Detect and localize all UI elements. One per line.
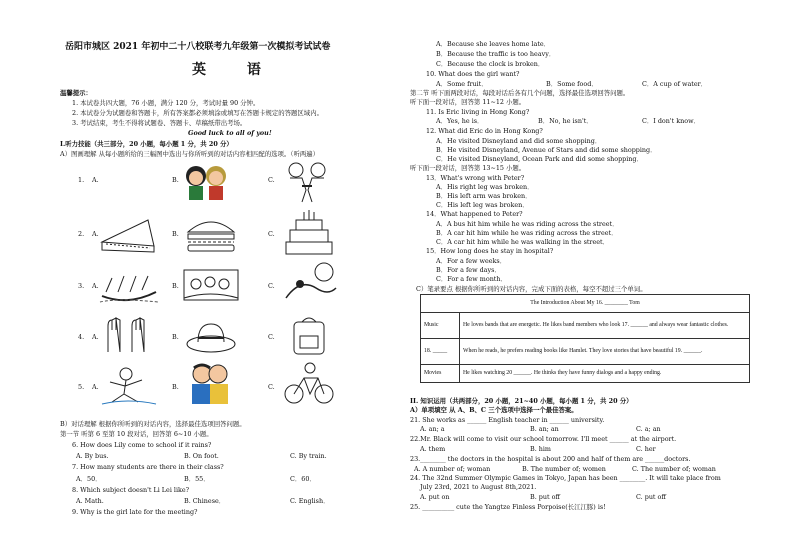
q23-option-b: B. The number of; women [522, 465, 606, 473]
q8-option-a: A. Math. [76, 497, 104, 505]
question-13: 13．What's wrong with Peter? [426, 174, 525, 182]
part1-section1-note: 第一节 听第 6 至第 10 段对话，回答第 6~10 小题。 [60, 430, 213, 438]
question-12: 12. What did Eric do in Hong Kong? [426, 127, 543, 135]
q21-option-c: C. a; an [636, 425, 661, 433]
q22-option-b: B. him [530, 445, 551, 453]
q10-option-b: B．Some food． [546, 80, 598, 88]
q10-option-a: A．Some fruit． [436, 80, 488, 88]
q1-option-b: B. [172, 176, 179, 184]
table-row-text: When he reads, he prefers reading books like Hamlet. They love stories that have beautiful 19. ______. [460, 339, 750, 365]
section-b-instruction: B）对话理解 根据你所听到的对话内容，选择最佳选项回答问题。 [60, 420, 246, 428]
q7-option-a: A．50． [76, 475, 102, 483]
question-8: 8. Which subject doesn't Li Lei like? [72, 486, 190, 494]
notice-heading: 温馨提示： [60, 89, 92, 97]
q13-option-a: A．His right leg was broken． [436, 183, 534, 191]
question-10: 10. What does the girl want? [426, 70, 520, 78]
q5-option-b: B. [172, 383, 179, 391]
q21-option-a: A. an; a [420, 425, 445, 433]
q6-option-c: C. By train. [290, 452, 327, 460]
q12-option-b: B．He visited Disneyland, Avenue of Stars and did some shopping． [436, 146, 657, 154]
notice-item-3: 3. 考试结束，考生不得将试题卷、答题卡、草稿纸带出考场。 [72, 119, 247, 127]
q2-number: 2. [78, 230, 85, 238]
q11-option-c: C．I don't know． [642, 117, 700, 125]
q5-option-c: C. [268, 383, 275, 391]
q24-option-b: B. put off [530, 493, 560, 501]
section-a2-instruction: A）单项填空 从 A、B、C 三个选项中选择一个最佳答案。 [410, 406, 578, 414]
q12-option-a: A．He visited Disneyland and did some shopping． [436, 137, 602, 145]
question-9: 9. Why is the girl late for the meeting? [72, 508, 198, 516]
q12-option-c: C．He visited Disneyland, Ocean Park and did some shopping． [436, 155, 643, 163]
two-girls-picture [180, 162, 232, 202]
good-luck-text: Good luck to all of you! [188, 129, 272, 137]
q1-option-a: A. [92, 176, 99, 184]
q1-option-c: C. [268, 176, 275, 184]
sun-hat-picture [184, 314, 238, 358]
q9-option-c: C．Because the clock is broken． [436, 60, 545, 68]
q9-option-a: A．Because she leaves home late． [436, 40, 551, 48]
handshake-picture [282, 160, 332, 204]
q24-option-c: C. put off [636, 493, 666, 501]
question-15: 15．How long does he stay in hospital? [426, 247, 554, 255]
dialog-1-note: 听下面一段对话，回答第 11~12 小题。 [410, 98, 526, 106]
table-row [421, 313, 750, 339]
q6-option-a: A. By bus. [76, 452, 109, 460]
question-14: 14．What happened to Peter? [426, 210, 523, 218]
bicycle-picture [282, 362, 336, 408]
q2-option-c: C. [268, 230, 275, 238]
table-row-label: 18. _____ [421, 339, 460, 365]
q8-option-b: B. Chinese． [184, 497, 226, 505]
notice-item-1: 1. 本试卷共四大题，76 小题，满分 120 分，考试时量 90 分钟。 [72, 99, 260, 107]
q22-option-a: A. them [420, 445, 446, 453]
birthday-cake-picture [284, 208, 334, 256]
question-24-continued: July 23rd, 2021 to August 8th,2021. [420, 483, 537, 491]
q3-option-b: B. [172, 282, 179, 290]
q4-option-c: C. [268, 333, 275, 341]
q15-option-c: C．For a few month． [436, 275, 507, 283]
table-row [421, 365, 750, 383]
question-21: 21. She works as ______ English teacher in ______ university. [410, 416, 605, 424]
q15-option-a: A．For a few weeks． [436, 257, 507, 265]
table-title: The Introduction About My 16. ________ Tom [421, 295, 750, 313]
boy-exercising-picture [98, 364, 160, 408]
q14-option-b: B．A car hit him while he was riding across the street． [436, 229, 618, 237]
question-23: 23.________ the doctors in the hospital is about 200 and half of them are ______doctors. [410, 455, 691, 463]
notice-item-2: 2. 本试卷分为试题卷和答题卡，所有答案都必须填涂或填写在答题卡规定的答题区域内。 [72, 109, 323, 117]
q11-option-b: B．No, he isn't． [538, 117, 593, 125]
section-a-instruction: A）图画理解 从每小题所给的三幅图中选出与你所听到的对话内容相匹配的选项。（听两遍） [60, 150, 320, 158]
sandwich-picture [98, 212, 158, 256]
q7-option-b: B．55． [184, 475, 210, 483]
section-c-instruction: C）笔录要点 根据你所听到的对话内容，完成下面的表格，每空不超过三个单词。 [416, 285, 647, 293]
gloves-picture [102, 312, 158, 358]
question-6: 6. How does Lily come to school if it rains? [72, 441, 212, 449]
q9-option-b: B．Because the traffic is too heavy． [436, 50, 556, 58]
q5-option-a: A. [92, 383, 99, 391]
q11-option-a: A．Yes, he is． [436, 117, 484, 125]
children-hugging-picture [182, 362, 238, 408]
q6-option-b: B. On foot. [184, 452, 219, 460]
q2-option-a: A. [92, 230, 99, 238]
q7-option-c: C．60． [290, 475, 316, 483]
q23-option-a: A. A number of; woman [414, 465, 491, 473]
subject-title: 英 语 [192, 62, 279, 78]
q23-option-c: C. The number of; woman [632, 465, 716, 473]
q1-number: 1. [78, 176, 85, 184]
q13-option-c: C．His left leg was broken． [436, 201, 529, 209]
q21-option-b: B. an; an [530, 425, 559, 433]
schoolbag-picture [284, 312, 334, 358]
table-row-label: Music [421, 313, 460, 339]
question-24: 24. The 32nd Summer Olympic Games in Tokyo, Japan has been ________. It will take place from [410, 474, 721, 482]
moon-goddess-picture [280, 258, 340, 308]
exam-title: 岳阳市城区 2021 年初中二十八校联考九年级第一次模拟考试试卷 [65, 42, 331, 52]
q4-number: 4. [78, 333, 85, 341]
q13-option-b: B．His left arm was broken． [436, 192, 532, 200]
table-row-text: He likes watching 20 ______. He thinks they have funny dialogs and a happy ending. [460, 365, 750, 383]
dragon-boat-picture [98, 262, 160, 306]
q24-option-a: A. put on [420, 493, 450, 501]
part1-section2-note: 第二节 听下面两段对话，每段对话后各有几个问题，选择最佳选项回答问题。 [410, 89, 630, 97]
table-row-text: He loves bands that are energetic. He likes band members who look 17. ______ and always wear fantastic clothes. [460, 313, 750, 339]
question-25: 25. __________ cute the Yangtze Finless Porpoise(长江江豚) is! [410, 503, 606, 511]
q8-option-c: C. English． [290, 497, 330, 505]
q4-option-a: A. [92, 333, 99, 341]
q3-number: 3. [78, 282, 85, 290]
q4-option-b: B. [172, 333, 179, 341]
q10-option-c: C．A cup of water． [642, 80, 708, 88]
q5-number: 5. [78, 383, 85, 391]
question-11: 11. Is Eric living in Hong Kong? [426, 108, 530, 116]
q14-option-c: C．A car hit him while he was walking in the street． [436, 238, 610, 246]
q15-option-b: B．For a few days． [436, 266, 501, 274]
dialog-2-note: 听下面一段对话，回答第 13~15 小题。 [410, 164, 526, 172]
question-7: 7. How many students are there in their class? [72, 463, 224, 471]
part1-heading: I.听力技能（共三部分，20 小题，每小题 1 分，共 20 分） [60, 140, 233, 148]
table-row [421, 339, 750, 365]
part2-heading: II. 知识运用（共两部分，20 小题，21~40 小题，每小题 1 分，共 20 分） [410, 397, 633, 405]
q22-option-c: C. her [636, 445, 656, 453]
table-row-label: Movies [421, 365, 460, 383]
introduction-table [420, 294, 750, 383]
q3-option-c: C. [268, 282, 275, 290]
q14-option-a: A．A bus hit him while he was riding across the street． [436, 220, 619, 228]
festival-crowd-picture [180, 262, 242, 306]
question-22: 22.Mr. Black will come to visit our school tomorrow. I'll meet ______ at the airport. [410, 435, 677, 443]
q2-option-b: B. [172, 230, 179, 238]
q3-option-a: A. [92, 282, 99, 290]
hamburger-picture [184, 214, 238, 254]
